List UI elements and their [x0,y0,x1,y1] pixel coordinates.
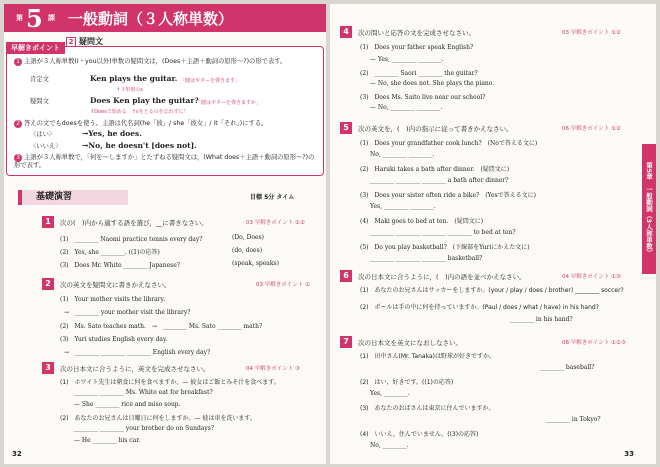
target-time: 目標 5分 タイム [250,194,295,201]
question-1-number: 1 [42,216,54,228]
question-6-title: 次の日本文に合うように，( )内の語を並べかえなさい。 [358,273,526,281]
page-number-right: 33 [624,450,634,458]
question-7-title: 次の日本文を英文になおしなさい。 [358,339,462,347]
chapter-header [4,4,326,32]
question-7-ref: 08 早解きポイント ①②③ [562,340,626,346]
question-1-ref: 03 早解きポイント ①② [246,220,305,226]
page-title: 一般動詞（３人称単数） [68,10,234,28]
question-7-number: 7 [340,336,352,348]
left-page: 第 5 課 一般動詞（３人称単数） 2 疑問文 早解きポイント 1 主語が３人称単数(I・you以外)単数の疑問文は，(Does＋主語＋動詞の原形～?)の形で表す。 肯定文 Ken plays the guitar. 「健はギターを弾きます」 ↑３単現のs 疑問文 Does Ken play the guitar? 「健はギターを弾きますか」 ↑Doesで始める ↑sをとるのを忘れずに！ 2 答えの文でもdoesを使う。主語は代名詞(he「彼」/ she「彼女」/ it「それ」)にする。 〈はい〉 →Yes, he does. 〈いいえ〉 →No, he doesn't [does not]. 3 主語が３人称単数で，「何を～しますか」とたずねる疑問文は，(What does＋主語＋動詞の原形～?)の形で表す。 基礎演習 目標 5分 タイム 1 次の( )内から適する語を選び，__に書きなさい。 03 早解きポイント ①② (1) ________ Naomi practice tennis every day? (Do, Does) (2) Yes, she ________. ((1)の応答) (do, does) (3) Does Mr. White ________ Japanese? (speak, speaks) 2 次の英文を疑問文に書きかえなさい。 03 早解きポイント ① (1) Your mother visits the library. → ________ your mother visit the library? (2) Ms. Sato teaches math. → ________ Ms. Sato ________ math? (3) Yuri studies English every day. → ________ ________ ________ English every day? 3 次の日本文に合うように，英文を完成させなさい。 04 早解きポイント ③ (1) ホワイト先生は朝食に何を食べますか。— 彼女はご飯とみそ汁を食べます。 ________ ________ Ms. White eat for breakfast? — She ________ rice and miso soup. (2) あなたのお兄さんは日曜日に何をしますか。— 彼は車を洗います。 ________ ________ your brother do on Sundays? — He ________ his car. 32 [4,4,326,464]
question-example: Does Ken play the guitar? [90,96,199,105]
right-page: 4 次の問いと応答の文を完成させなさい。 03 早解きポイント ①② (1) Does your father speak English? — Yes, ________ ________. (2) ________ Saori ________ the guitar? — No, she does not. She plays the piano. (3) Does Ms. Saito live near our school? — No, ________ ________. 5 次の英文を，( )内の指示に従って書きかえなさい。 06 早解きポイント ①② (1) Does your grandfather cook lunch? (Noで答える文に) No, ________ ________. (2) Haruki takes a bath after dinner. (疑問文に) ________ ________ ________ a bath after dinner? (3) Does your sister often ride a bike? (Yesで答える文に) Yes, ________ ________. (4) Maki goes to bed at ten. (疑問文に) ________ ________ ________ ________ to bed at ten? (5) Do you play basketball? (下線部をYuriにかえた文に) ________ ________ ________ basketball? 6 次の日本文に合うように，( )内の語を並べかえなさい。 04 早解きポイント ①③ (1) あなたのお兄さんはサッカーをしますか。(your / play / does / brother) ________ soccer? (2) ポールは手の中に何を持っていますか。(Paul / does / what / have) in his hand? ________ in his hand? 7 次の日本文を英文になおしなさい。 08 早解きポイント ①②③ (1) 田中さん(Mr. Tanaka)は野球が好きですか。 ________ baseball? (2) はい，好きです。((1)の応答) Yes, ________. (3) あなたのおばさんは東京に住んでいますか。 ________ in Tokyo? (4) いいえ，住んでいません。((3)の応答) No, ________. 第5章 一般動詞（3人称単数） 33 [330,4,656,464]
question-label: 疑問文 [30,98,49,105]
question-6-number: 6 [340,270,352,282]
question-4-title: 次の問いと応答の文を完成させなさい。 [358,29,475,37]
question-4-number: 4 [340,26,352,38]
question-2-title: 次の英文を疑問文に書きかえなさい。 [60,281,171,289]
chapter-number: 5 [26,4,43,33]
yes-answer: →Yes, he does. [82,129,142,138]
question-5-ref: 06 早解きポイント ①② [562,126,621,132]
no-answer: →No, he doesn't [does not]. [82,141,197,150]
question-3-title: 次の日本文に合うように，英文を完成させなさい。 [60,365,210,373]
question-1-title: 次の( )内から適する語を選び，__に書きなさい。 [60,219,208,227]
question-5-title: 次の英文を，( )内の指示に従って書きかえなさい。 [358,125,513,133]
question-2-ref: 03 早解きポイント ① [256,282,310,288]
section-subtitle: 2 疑問文 [66,36,103,47]
point-1: 1 主語が３人称単数(I・you以外)単数の疑問文は，(Does＋主語＋動詞の原形～?)の形で表す。 [14,58,319,66]
kiso-heading: 基礎演習 [18,190,128,205]
question-4-ref: 03 早解きポイント ①② [562,30,621,36]
affirmative-example: Ken plays the guitar. [90,74,178,83]
chapter-side-tab: 第5章 一般動詞（3人称単数） [642,144,656,274]
affirmative-label: 肯定文 [30,76,49,83]
hayatoki-tag: 早解きポイント [6,42,65,54]
question-5-number: 5 [340,122,352,134]
question-6-ref: 04 早解きポイント ①③ [562,274,621,280]
point-3: 3 主語が３人称単数で，「何を～しますか」とたずねる疑問文は，(What does＋主語＋動詞の原形～?)の形で表す。 [14,154,315,169]
question-3-ref: 04 早解きポイント ③ [246,366,300,372]
point-2: 2 答えの文でもdoesを使う。主語は代名詞(he「彼」/ she「彼女」/ it「それ」)にする。 [14,120,319,128]
chapter-badge: 第 5 課 [16,4,55,33]
question-3-number: 3 [42,362,54,374]
question-2-number: 2 [42,278,54,290]
page-number-left: 32 [12,450,22,458]
